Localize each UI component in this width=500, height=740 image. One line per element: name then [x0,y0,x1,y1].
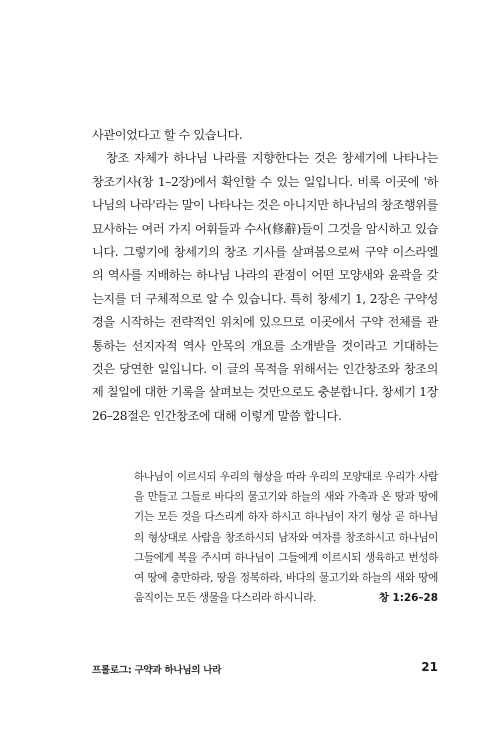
page-number: 21 [421,660,438,674]
quote-text: 하나님이 이르시되 우리의 형상을 따라 우리의 모양대로 우리가 사람을 만들고 그들로 바다의 물고기와 하늘의 새와 가축과 온 땅과 땅에 기는 모든 것을 다스리게 하자 하시고 하나님이 자기 형상 곧 하나님의 형상대로 사람을 창조하시되 남자와 여자를 창조하시고 하나님이 그들에게 복을 주시며 하나님이 그들에게 이르시되 생육하고 번성하여 땅에 충만하라, 땅을 정복하라, 바다의 물고기와 하늘의 새와 땅에 움직이는 모든 생물을 다스리라 하시니라. [134,471,438,605]
scripture-quote [134,467,438,608]
paragraph-continuation: 사관이었다고 할 수 있습니다. [92,128,243,142]
quote-reference: 창 1:26–28 [378,592,438,605]
running-title: 프롤로그: 구약과 하나님의 나라 [92,665,222,676]
page-footer [92,660,438,676]
paragraph-creation: 창조 자체가 하나님 나라를 지향한다는 것은 창세기에 나타나는 창조기사(창 1–2장)에서 확인할 수 있는 일입니다. 비록 이곳에 '하나님의 나라'라는 말이 나타나는 것은 아니지만 하나님의 창조행위를 묘사하는 여러 가지 어휘들과 수사(修辭)들이 그것을 암시하고 있습니다. 그렇기에 창세기의 창조 기사를 살펴봄으로써 구약 이스라엘의 역사를 지배하는 하나님 나라의 관점이 어떤 모양새와 윤곽을 갖는지를 더 구체적으로 알 수 있습니다. 특히 창세기 1, 2장은 구약성경을 시작하는 전략적인 위치에 있으므로 이곳에서 구약 전체를 관통하는 선지자적 역사 안목의 개요를 소개받을 것이라고 기대하는 것은 당연한 일입니다. 이 글의 목적을 위해서는 인간창조와 창조의 제 칠일에 대한 기록을 살펴보는 것만으로도 충분합니다. 창세기 1장 26–28절은 인간창조에 대해 이렇게 말씀 합니다. [92,151,438,423]
body-text [92,124,438,428]
